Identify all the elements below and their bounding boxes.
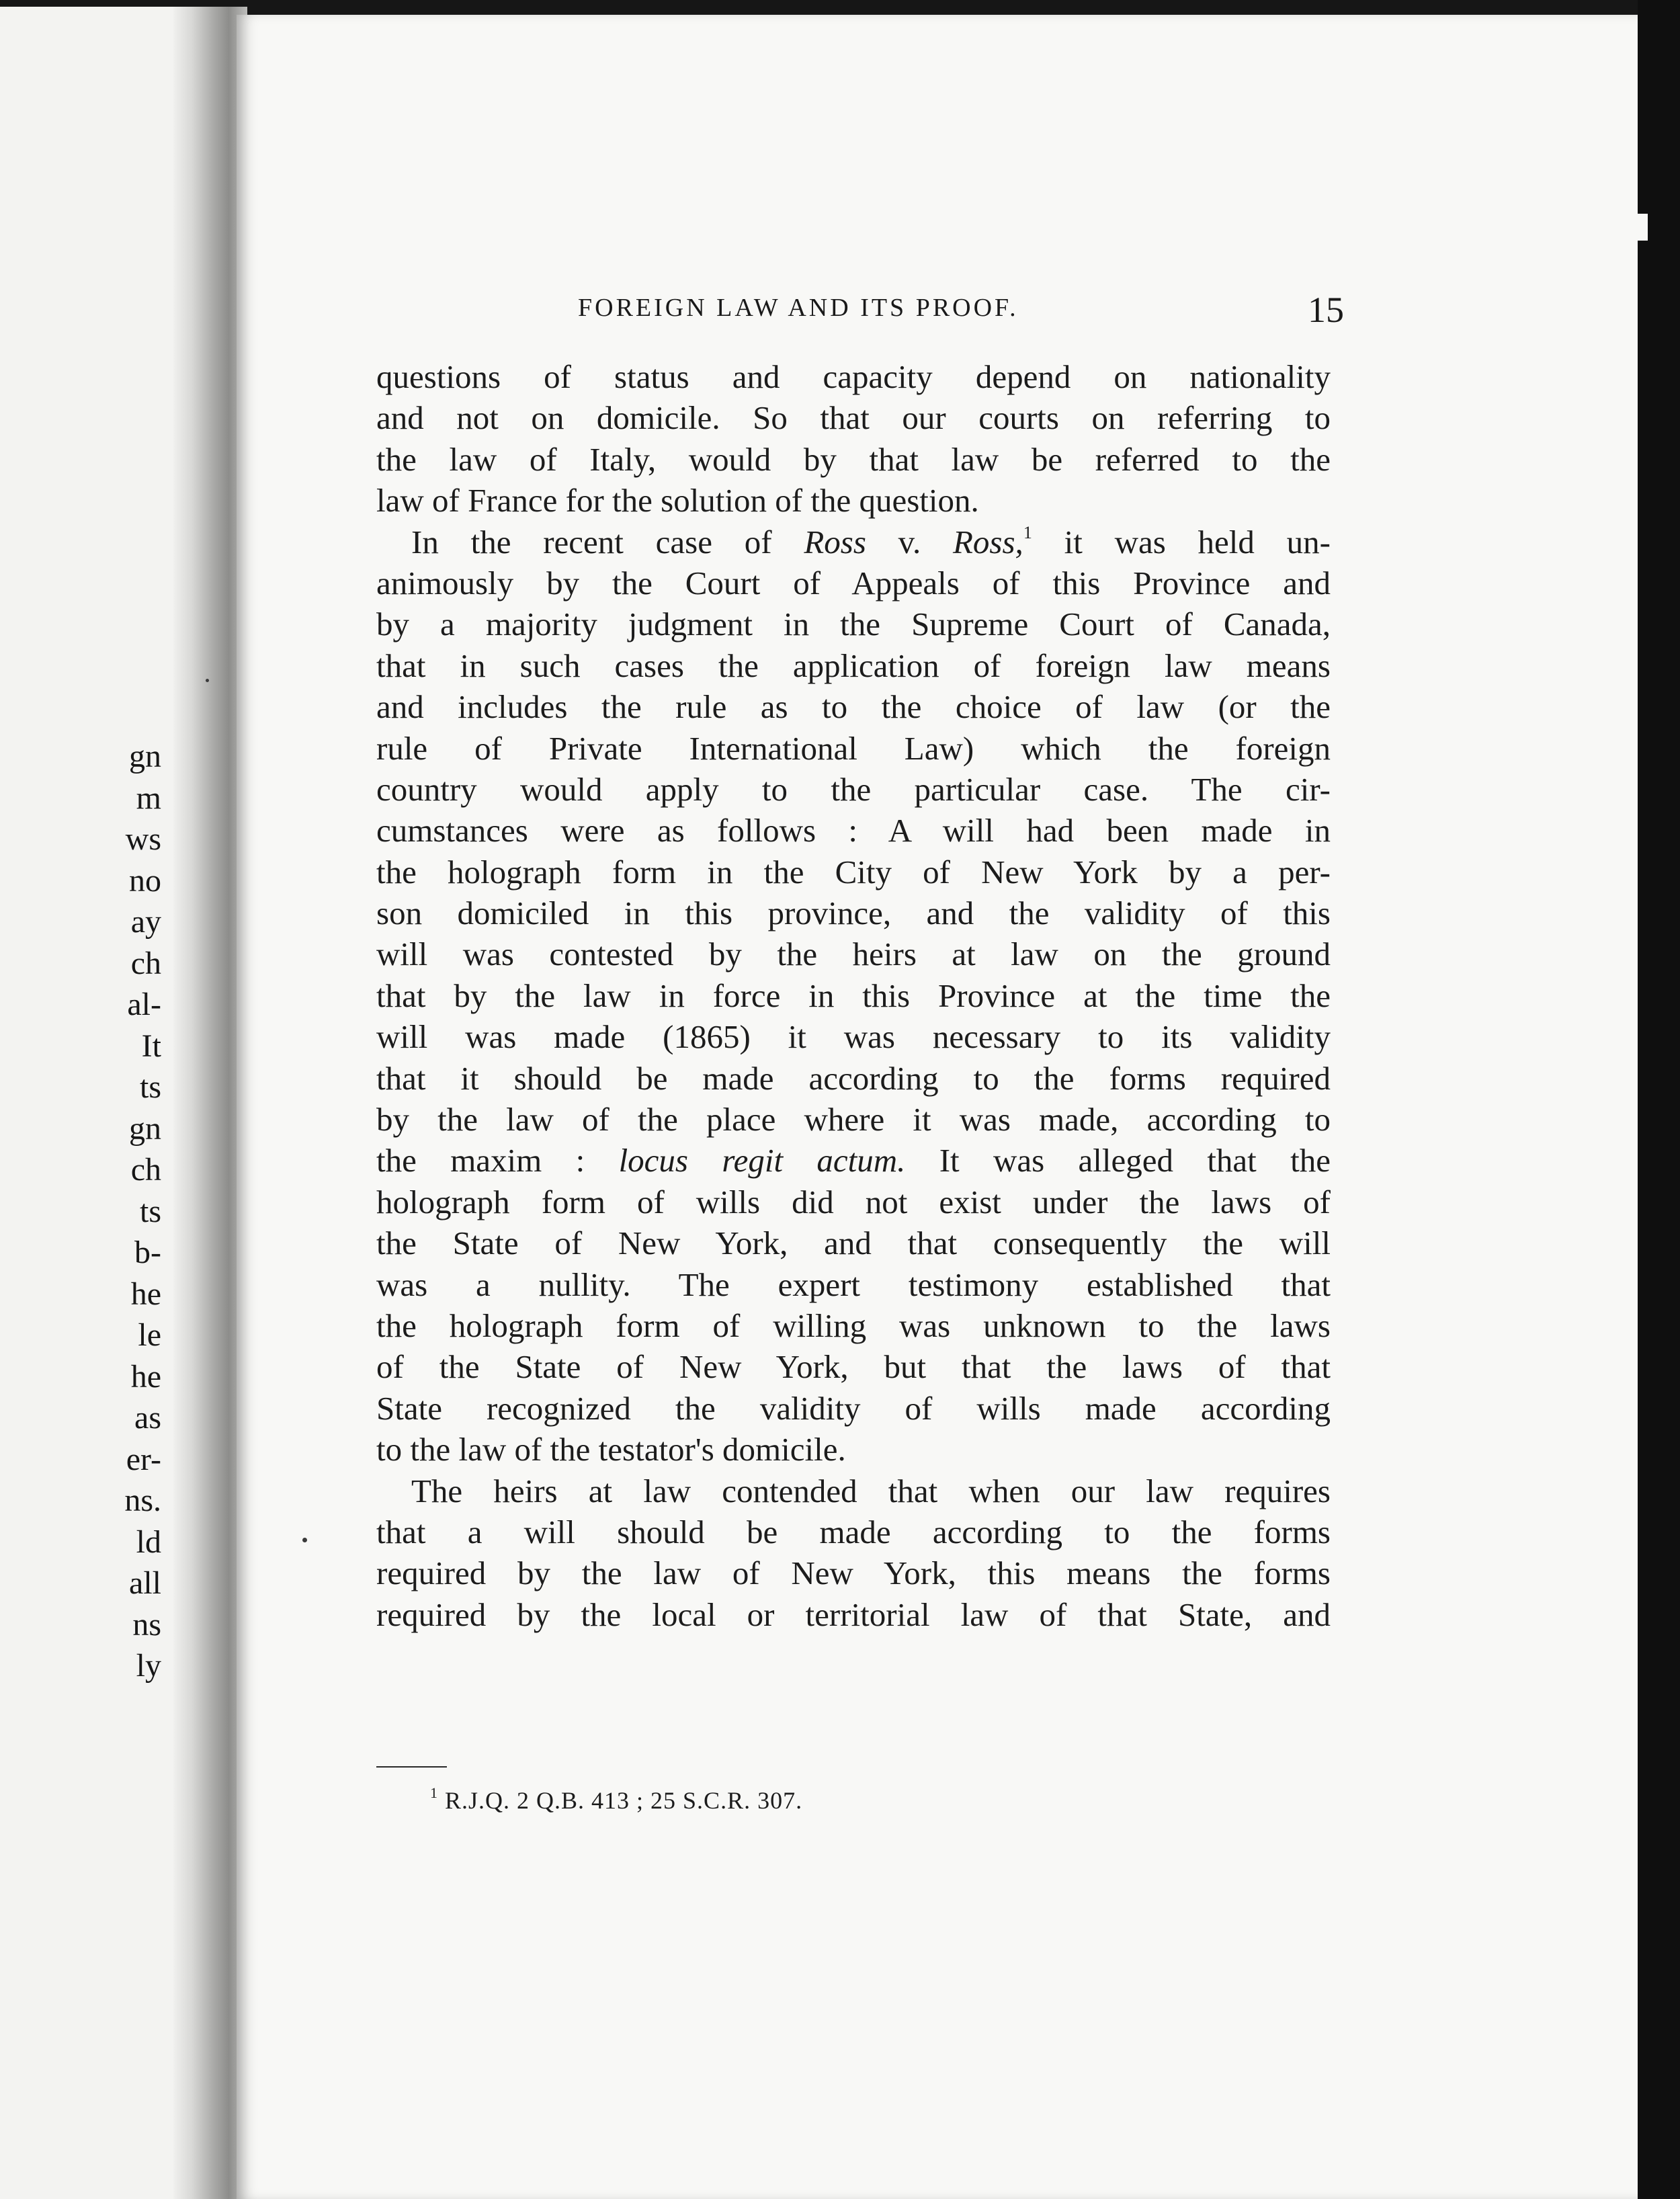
footnote-rule (376, 1766, 447, 1768)
text-line: required by the local or territorial law of that State, and (376, 1595, 1331, 1633)
body-text (376, 356, 1331, 1635)
text-line: son domiciled in this province, and the validity of this (376, 895, 1331, 932)
case-party-name: Ross, (952, 523, 1023, 561)
facing-page-fragment: as (134, 1400, 161, 1436)
text-line: and not on domicile. So that our courts on referring to (376, 399, 1331, 437)
facing-page-fragment: al- (127, 987, 161, 1022)
page-edge-tab (1625, 214, 1648, 241)
facing-page-fragment: ld (136, 1524, 161, 1560)
text-run: the maxim : (376, 1142, 619, 1179)
print-speck (206, 679, 209, 682)
facing-page-fragment: m (136, 780, 161, 816)
case-citation-line (376, 522, 1331, 563)
text-line: The heirs at law contended that when our law requires (411, 1472, 1331, 1509)
facing-page-fragment: all (129, 1565, 161, 1601)
text-line: and includes the rule as to the choice of law (or the (376, 688, 1331, 726)
footnote-marker: 1 (430, 1784, 438, 1801)
facing-page-fragment: It (141, 1028, 161, 1064)
footnote-reference: 1 (1023, 522, 1032, 542)
text-line: the law of Italy, would by that law be referred to the (376, 440, 1331, 478)
text-line: that a will should be made according to the forms (376, 1513, 1331, 1550)
running-head-title: FOREIGN LAW AND ITS PROOF. (578, 294, 1019, 322)
maxim-line (376, 1140, 1331, 1181)
case-party-name: Ross (804, 523, 866, 561)
text-line: to the law of the testator's domicile. (376, 1431, 846, 1468)
facing-page-fragment: ch (130, 1152, 161, 1188)
running-head (578, 289, 1344, 336)
facing-page-fragment: er- (126, 1441, 161, 1477)
facing-page-fragment: le (138, 1317, 161, 1353)
facing-page-fragment: ws (125, 821, 161, 857)
facing-page-fragment: gn (129, 739, 161, 774)
text-line: animously by the Court of Appeals of this Province and (376, 564, 1331, 601)
text-line: was a nullity. The expert testimony established that (376, 1266, 1331, 1303)
footnote-text: R.J.Q. 2 Q.B. 413 ; 25 S.C.R. 307. (445, 1787, 803, 1814)
text-run: it was held un- (1032, 523, 1331, 561)
text-line: that it should be made according to the forms required (376, 1059, 1331, 1097)
facing-page-fragment: ts (139, 1069, 161, 1105)
text-line: will was made (1865) it was necessary to its validity (376, 1018, 1331, 1056)
facing-page-fragment: ts (139, 1193, 161, 1229)
facing-page-fragment: ns (132, 1606, 161, 1643)
text-run: v. (866, 523, 953, 561)
facing-page-fragment: ch (130, 945, 161, 981)
text-line: State recognized the validity of wills made according (376, 1389, 1331, 1427)
text-line: law of France for the solution of the question. (376, 482, 979, 520)
text-line: of the State of New York, but that the laws of that (376, 1348, 1331, 1386)
text-line: that by the law in force in this Province at the time the (376, 977, 1331, 1014)
print-speck (302, 1538, 307, 1542)
text-line: questions of status and capacity depend on nationality (376, 358, 1331, 395)
text-line: rule of Private International Law) which the foreign (376, 729, 1331, 767)
latin-maxim: locus regit actum. (618, 1142, 906, 1179)
text-line: by the law of the place where it was made, according to (376, 1101, 1331, 1138)
facing-page-fragment: ly (136, 1648, 161, 1684)
facing-page-fragment: he (130, 1276, 161, 1312)
text-line: the holograph form of willing was unknown to the laws (376, 1306, 1331, 1344)
text-line: the holograph form in the City of New York by a per- (376, 853, 1331, 890)
facing-page-fragment: ay (130, 904, 161, 940)
facing-page-fragment: ns. (124, 1483, 161, 1518)
text-run: In the recent case of (411, 523, 804, 561)
text-line: country would apply to the particular case. The cir- (376, 770, 1331, 808)
footnote (430, 1786, 802, 1815)
text-line: the State of New York, and that consequently the will (376, 1225, 1331, 1262)
facing-page-text-fragments (0, 736, 161, 1687)
facing-page-fragment: no (129, 862, 161, 899)
page-number: 15 (1308, 290, 1344, 330)
text-run: It was alleged that the (905, 1142, 1331, 1179)
text-line: by a majority judgment in the Supreme Court of Canada, (376, 606, 1331, 643)
text-line: required by the law of New York, this means the forms (376, 1554, 1331, 1592)
facing-page-fragment: b- (134, 1235, 161, 1270)
facing-page-fragment: he (130, 1358, 161, 1395)
text-line: will was contested by the heirs at law on the ground (376, 936, 1331, 973)
scan-border-right (1638, 0, 1680, 2199)
facing-page-fragment: gn (129, 1110, 161, 1147)
text-line: that in such cases the application of foreign law means (376, 647, 1331, 684)
text-line: cumstances were as follows : A will had been made in (376, 812, 1331, 849)
text-line: holograph form of wills did not exist under the laws of (376, 1183, 1331, 1220)
